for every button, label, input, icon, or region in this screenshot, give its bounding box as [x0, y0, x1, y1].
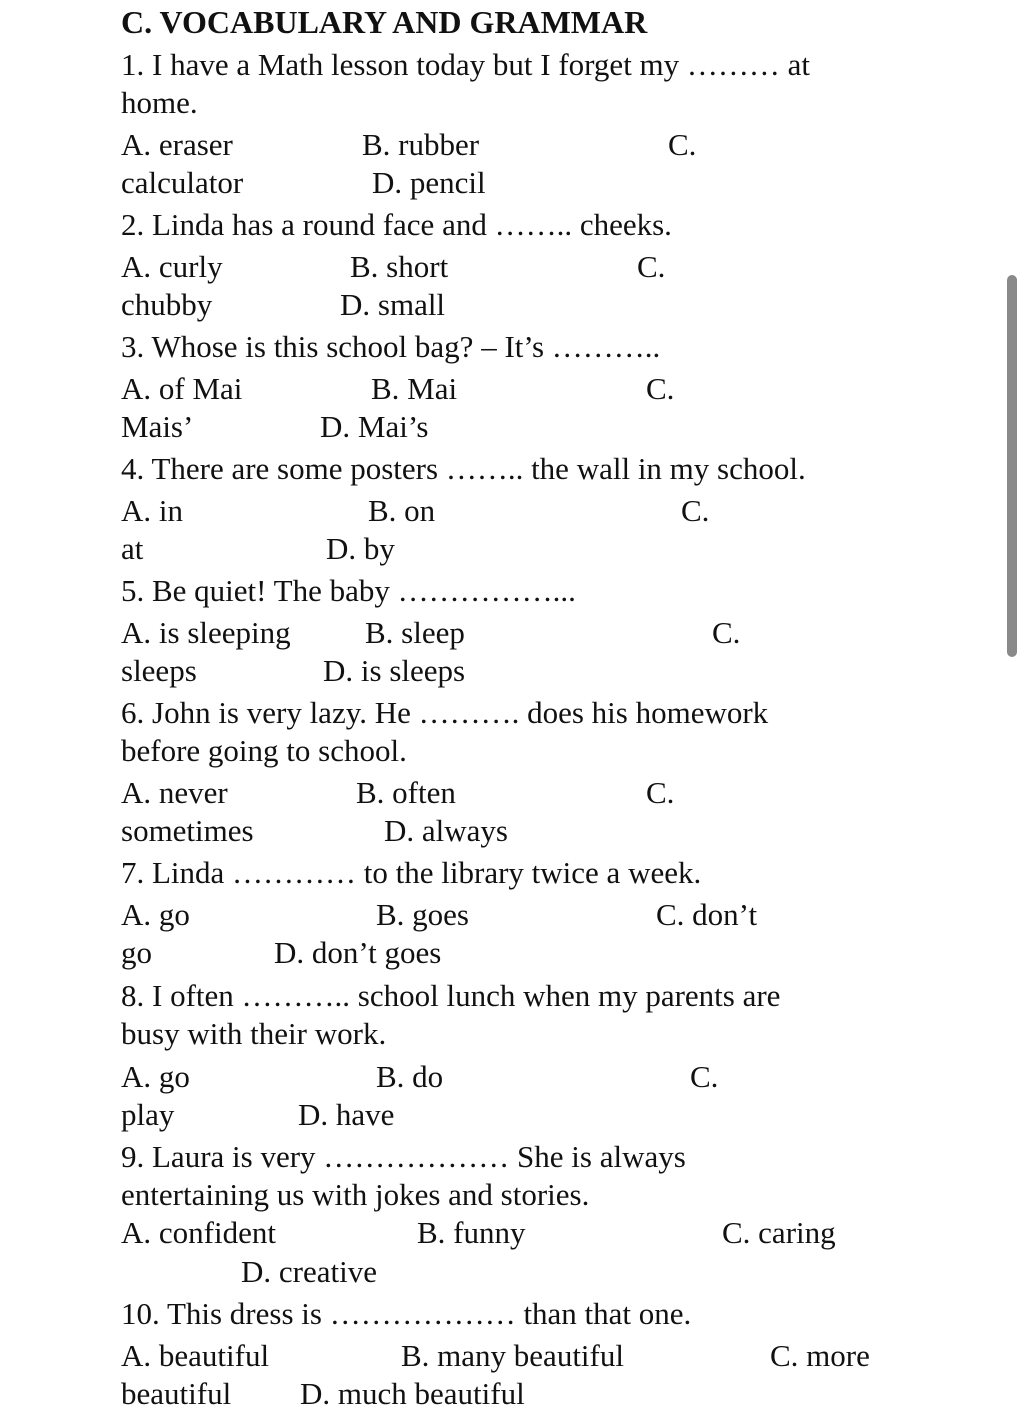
- question-8-stem-cont: busy with their work.: [121, 1016, 387, 1051]
- question-1-stem: 1. I have a Math lesson today but I forget my ……… at: [121, 47, 811, 82]
- question-6-stem-cont: before going to school.: [121, 733, 407, 768]
- question-2-stem: 2. Linda has a round face and …….. cheeks.: [121, 207, 672, 242]
- question-8-stem: 8. I often ……….. school lunch when my parents are: [121, 978, 781, 1013]
- q3-option-c-cont: Mais’: [121, 409, 194, 444]
- q5-option-d: D. is sleeps: [323, 653, 466, 688]
- q9-option-d: D. creative: [241, 1254, 377, 1289]
- q3-option-c: C.: [646, 371, 675, 406]
- q7-option-d: D. don’t goes: [274, 935, 442, 970]
- q4-option-c-cont: at: [121, 531, 144, 566]
- q10-option-d: D. much beautiful: [300, 1376, 525, 1411]
- q5-option-c: C.: [712, 615, 741, 650]
- q1-option-b: B. rubber: [362, 127, 480, 162]
- q3-option-b: B. Mai: [371, 371, 458, 406]
- q9-option-a: A. confident: [121, 1215, 276, 1250]
- question-4-stem: 4. There are some posters …….. the wall in my school.: [121, 451, 806, 486]
- q7-option-a: A. go: [121, 897, 190, 932]
- q9-option-b: B. funny: [417, 1215, 526, 1250]
- q5-option-c-cont: sleeps: [121, 653, 197, 688]
- q1-option-d: D. pencil: [372, 165, 486, 200]
- q1-option-c-cont: calculator: [121, 165, 244, 200]
- q6-option-c: C.: [646, 775, 675, 810]
- question-3-stem: 3. Whose is this school bag? – It’s ………..: [121, 329, 661, 364]
- q7-option-b: B. goes: [376, 897, 469, 932]
- q6-option-b: B. often: [356, 775, 456, 810]
- q1-option-a: A. eraser: [121, 127, 233, 162]
- q3-option-a: A. of Mai: [121, 371, 243, 406]
- question-7-stem: 7. Linda ………… to the library twice a week.: [121, 855, 702, 890]
- q5-option-b: B. sleep: [365, 615, 465, 650]
- q4-option-b: B. on: [368, 493, 436, 528]
- q4-option-a: A. in: [121, 493, 183, 528]
- q8-option-c-cont: play: [121, 1097, 175, 1132]
- q2-option-a: A. curly: [121, 249, 223, 284]
- q6-option-d: D. always: [384, 813, 508, 848]
- question-9-stem: 9. Laura is very ……………… She is always: [121, 1139, 686, 1174]
- q2-option-d: D. small: [340, 287, 446, 322]
- q7-option-c: C. don’t: [656, 897, 758, 932]
- q8-option-c: C.: [690, 1059, 719, 1094]
- q6-option-a: A. never: [121, 775, 228, 810]
- question-5-stem: 5. Be quiet! The baby ……………...: [121, 573, 576, 608]
- q1-option-c: C.: [668, 127, 697, 162]
- question-1-stem-cont: home.: [121, 85, 198, 120]
- q2-option-c-cont: chubby: [121, 287, 213, 322]
- question-6-stem: 6. John is very lazy. He ………. does his homework: [121, 695, 769, 730]
- q10-option-c: C. more: [770, 1338, 870, 1373]
- q5-option-a: A. is sleeping: [121, 615, 291, 650]
- q2-option-b: B. short: [350, 249, 449, 284]
- q8-option-b: B. do: [376, 1059, 444, 1094]
- q10-option-c-cont: beautiful: [121, 1376, 232, 1411]
- q10-option-a: A. beautiful: [121, 1338, 270, 1373]
- q3-option-d: D. Mai’s: [320, 409, 429, 444]
- q6-option-c-cont: sometimes: [121, 813, 254, 848]
- q10-option-b: B. many beautiful: [401, 1338, 624, 1373]
- section-title: C. VOCABULARY AND GRAMMAR: [121, 4, 648, 40]
- q4-option-d: D. by: [326, 531, 395, 566]
- q8-option-a: A. go: [121, 1059, 190, 1094]
- q8-option-d: D. have: [298, 1097, 395, 1132]
- vertical-scrollbar[interactable]: [1007, 275, 1017, 657]
- q7-option-c-cont: go: [121, 935, 152, 970]
- q9-option-c: C. caring: [722, 1215, 836, 1250]
- q2-option-c: C.: [637, 249, 666, 284]
- question-9-stem-cont: entertaining us with jokes and stories.: [121, 1177, 590, 1212]
- q4-option-c: C.: [681, 493, 710, 528]
- question-10-stem: 10. This dress is ……………… than that one.: [121, 1296, 692, 1331]
